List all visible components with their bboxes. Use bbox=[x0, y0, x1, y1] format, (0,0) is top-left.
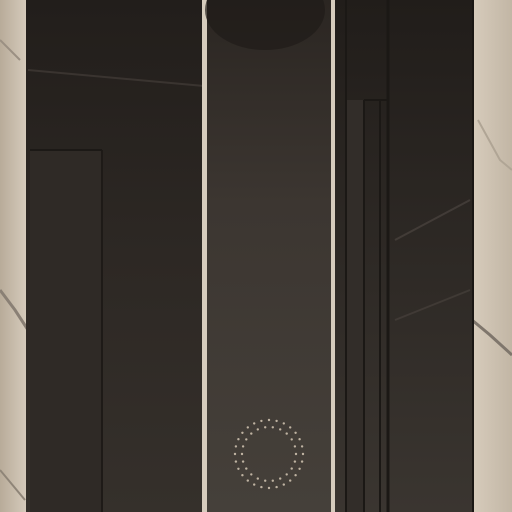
ring-dot bbox=[242, 445, 244, 447]
ring-dot bbox=[264, 480, 266, 482]
ring-dot bbox=[291, 467, 293, 469]
ring-dot bbox=[294, 445, 296, 447]
ring-dot bbox=[294, 474, 296, 476]
ring-dot bbox=[283, 483, 285, 485]
ring-dot bbox=[242, 460, 244, 462]
ring-dot bbox=[302, 453, 304, 455]
ring-dot bbox=[264, 426, 266, 428]
ring-dot bbox=[245, 438, 247, 440]
ring-dot bbox=[253, 422, 255, 424]
ring-dot bbox=[260, 486, 262, 488]
trim-strip bbox=[346, 100, 364, 512]
ring-dot bbox=[247, 426, 249, 428]
ring-dot bbox=[250, 473, 252, 475]
ring-dot bbox=[283, 422, 285, 424]
ring-dot bbox=[301, 460, 303, 462]
ring-dot bbox=[241, 453, 243, 455]
ring-dot bbox=[291, 438, 293, 440]
ring-dot bbox=[275, 420, 277, 422]
edge-highlight-left bbox=[202, 0, 207, 512]
ring-dot bbox=[268, 419, 270, 421]
ring-dot bbox=[294, 432, 296, 434]
ring-dot bbox=[286, 473, 288, 475]
edge-highlight-right bbox=[331, 0, 335, 512]
ring-dot bbox=[241, 432, 243, 434]
ring-dot bbox=[234, 453, 236, 455]
ring-dot bbox=[298, 438, 300, 440]
ring-dot bbox=[286, 432, 288, 434]
ring-dot bbox=[237, 468, 239, 470]
ring-dot bbox=[294, 460, 296, 462]
ring-dot bbox=[279, 477, 281, 479]
ring-dot bbox=[247, 479, 249, 481]
ring-dot bbox=[257, 428, 259, 430]
ring-dot bbox=[245, 467, 247, 469]
ring-dot bbox=[235, 445, 237, 447]
ring-dot bbox=[279, 428, 281, 430]
ring-dot bbox=[301, 445, 303, 447]
ring-dot bbox=[241, 474, 243, 476]
ring-dot bbox=[260, 420, 262, 422]
ring-dot bbox=[275, 486, 277, 488]
wall-right bbox=[470, 0, 512, 512]
center-door-panel bbox=[207, 0, 332, 512]
ring-dot bbox=[289, 479, 291, 481]
ring-dot bbox=[253, 483, 255, 485]
ring-dot bbox=[237, 438, 239, 440]
ring-dot bbox=[298, 468, 300, 470]
ring-dot bbox=[250, 432, 252, 434]
ring-dot bbox=[295, 453, 297, 455]
ring-dot bbox=[257, 477, 259, 479]
ring-dot bbox=[289, 426, 291, 428]
ring-dot bbox=[272, 426, 274, 428]
ring-dot bbox=[235, 460, 237, 462]
wall-left bbox=[0, 0, 30, 512]
ring-dot bbox=[268, 487, 270, 489]
left-recessed-panel bbox=[30, 150, 102, 512]
ring-dot bbox=[272, 480, 274, 482]
